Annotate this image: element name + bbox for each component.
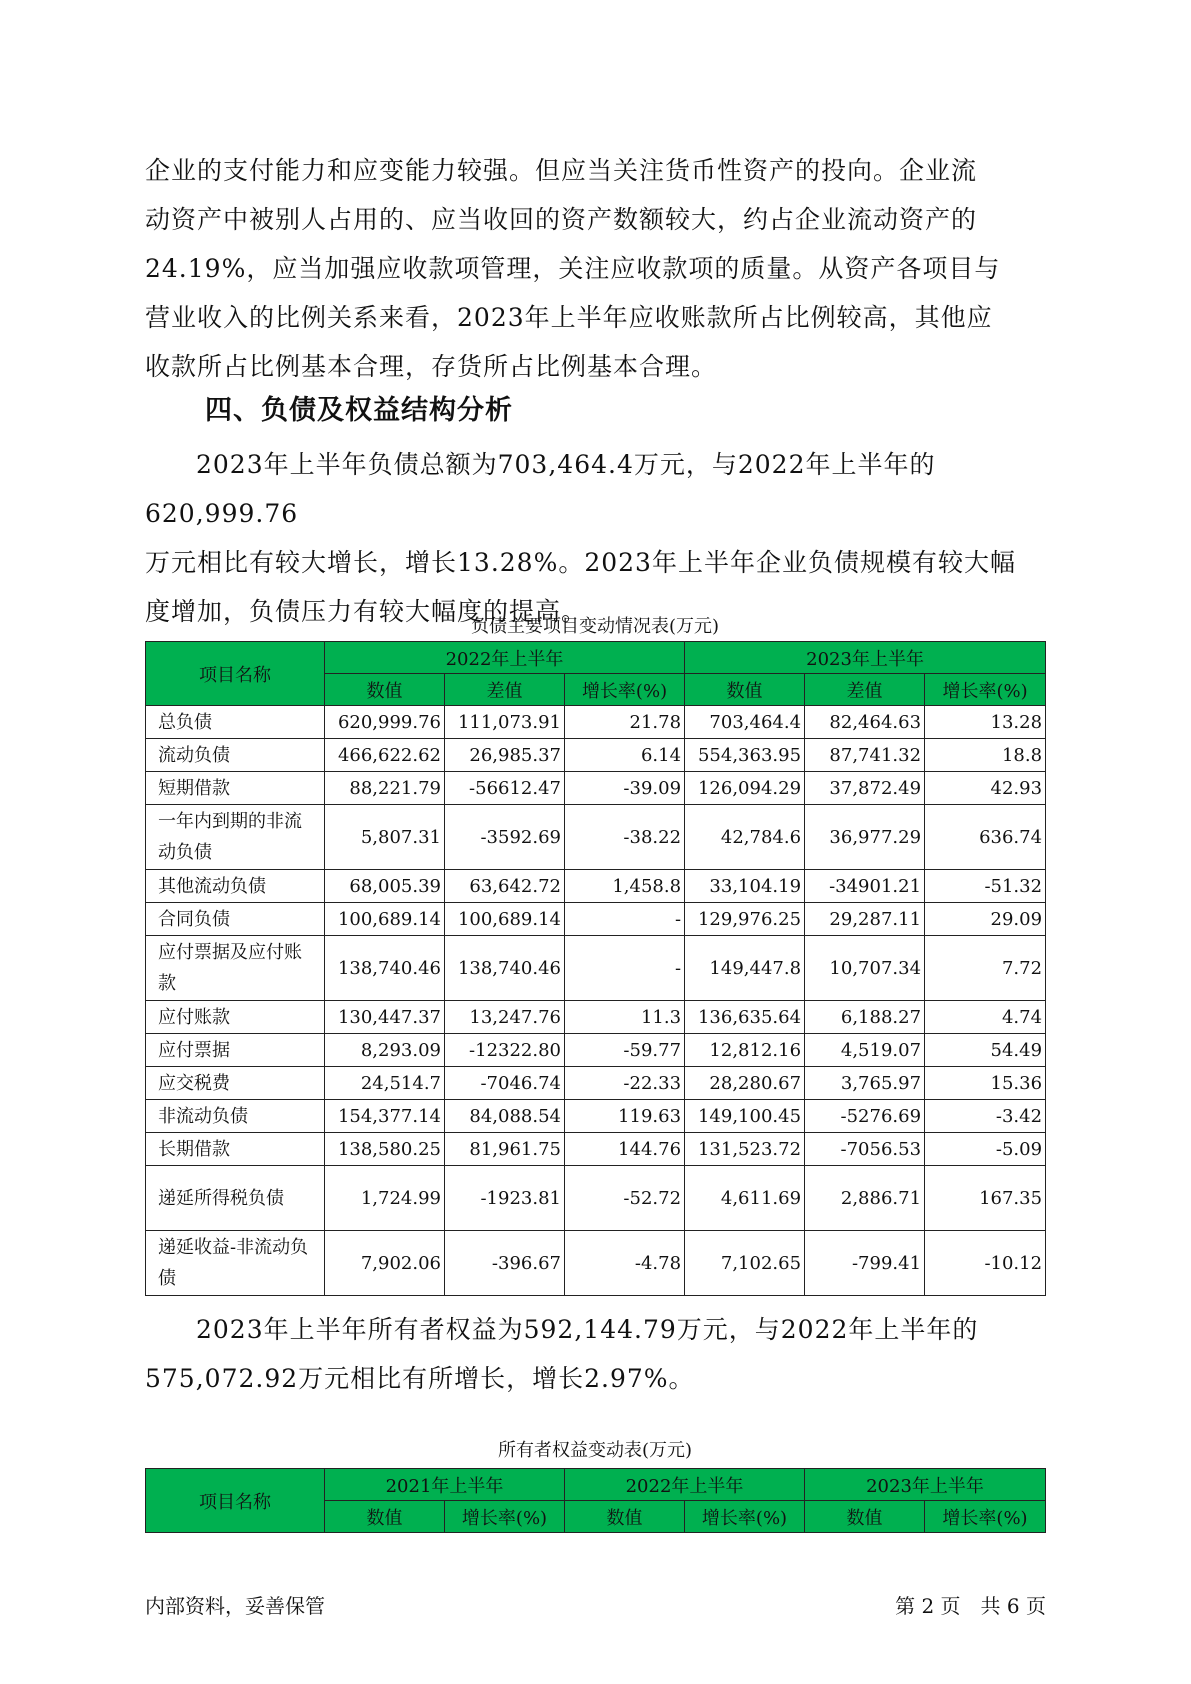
table-row: [146, 1231, 1046, 1296]
diff-header: 差值: [445, 674, 565, 706]
period-2023-header: 2023年上半年: [685, 642, 1046, 674]
value-2022-cell: 5,807.31: [325, 805, 445, 870]
diff-2023-cell: -799.41: [805, 1231, 925, 1296]
row-item-name: 合同负债: [146, 903, 325, 936]
value-header: 数值: [805, 1501, 925, 1533]
table-row: [146, 1067, 1046, 1100]
rate-2023-cell: 4.74: [925, 1001, 1046, 1034]
value-2023-cell: 149,447.8: [685, 936, 805, 1001]
value-2023-cell: 28,280.67: [685, 1067, 805, 1100]
rate-2023-cell: 13.28: [925, 706, 1046, 739]
row-item-name: 递延收益-非流动负债: [146, 1231, 325, 1296]
table-row: [146, 805, 1046, 870]
diff-2022-cell: 63,642.72: [445, 870, 565, 903]
table-row: [146, 739, 1046, 772]
diff-2023-cell: 29,287.11: [805, 903, 925, 936]
diff-2023-cell: 10,707.34: [805, 936, 925, 1001]
value-2022-cell: 68,005.39: [325, 870, 445, 903]
rate-header: 增长率(%): [565, 674, 685, 706]
diff-2022-cell: 26,985.37: [445, 739, 565, 772]
rate-2022-cell: 21.78: [565, 706, 685, 739]
rate-2023-cell: -3.42: [925, 1100, 1046, 1133]
debt-table-body: [146, 706, 1046, 1296]
diff-2023-cell: 87,741.32: [805, 739, 925, 772]
item-name-header: 项目名称: [146, 1469, 325, 1533]
table-row: [146, 1100, 1046, 1133]
value-2023-cell: 136,635.64: [685, 1001, 805, 1034]
rate-2022-cell: 11.3: [565, 1001, 685, 1034]
diff-2023-cell: -7056.53: [805, 1133, 925, 1166]
rate-2022-cell: -59.77: [565, 1034, 685, 1067]
rate-2022-cell: 119.63: [565, 1100, 685, 1133]
row-item-name: 应付账款: [146, 1001, 325, 1034]
rate-header: 增长率(%): [445, 1501, 565, 1533]
rate-2022-cell: 1,458.8: [565, 870, 685, 903]
diff-2023-cell: 4,519.07: [805, 1034, 925, 1067]
value-2022-cell: 620,999.76: [325, 706, 445, 739]
rate-header: 增长率(%): [685, 1501, 805, 1533]
value-2023-cell: 554,363.95: [685, 739, 805, 772]
table-row: [146, 1133, 1046, 1166]
footer-confidential-note: 内部资料，妥善保管: [145, 1594, 325, 1618]
rate-2023-cell: 18.8: [925, 739, 1046, 772]
section-heading: 四、负债及权益结构分析: [205, 395, 513, 426]
rate-2023-cell: -51.32: [925, 870, 1046, 903]
value-2022-cell: 7,902.06: [325, 1231, 445, 1296]
rate-2023-cell: 7.72: [925, 936, 1046, 1001]
row-item-name: 一年内到期的非流动负债: [146, 805, 325, 870]
diff-2023-cell: 82,464.63: [805, 706, 925, 739]
diff-2022-cell: 138,740.46: [445, 936, 565, 1001]
rate-2023-cell: 167.35: [925, 1166, 1046, 1231]
diff-2022-cell: 111,073.91: [445, 706, 565, 739]
rate-2023-cell: 29.09: [925, 903, 1046, 936]
table-row: [146, 936, 1046, 1001]
row-item-name: 应付票据: [146, 1034, 325, 1067]
diff-2022-cell: -3592.69: [445, 805, 565, 870]
row-item-name: 总负债: [146, 706, 325, 739]
value-2023-cell: 7,102.65: [685, 1231, 805, 1296]
item-name-header: 项目名称: [146, 642, 325, 706]
diff-2023-cell: -34901.21: [805, 870, 925, 903]
row-item-name: 短期借款: [146, 772, 325, 805]
value-header: 数值: [325, 674, 445, 706]
value-2023-cell: 42,784.6: [685, 805, 805, 870]
diff-2022-cell: -396.67: [445, 1231, 565, 1296]
value-2022-cell: 130,447.37: [325, 1001, 445, 1034]
row-item-name: 其他流动负债: [146, 870, 325, 903]
table-row: [146, 772, 1046, 805]
rate-2022-cell: -: [565, 903, 685, 936]
rate-2022-cell: -: [565, 936, 685, 1001]
diff-2023-cell: 6,188.27: [805, 1001, 925, 1034]
value-header: 数值: [685, 674, 805, 706]
footer-page-number: 第 2 页 共 6 页: [895, 1594, 1046, 1618]
diff-2022-cell: -1923.81: [445, 1166, 565, 1231]
table-row: [146, 903, 1046, 936]
value-header: 数值: [565, 1501, 685, 1533]
row-item-name: 流动负债: [146, 739, 325, 772]
diff-2022-cell: -12322.80: [445, 1034, 565, 1067]
rate-2022-cell: -4.78: [565, 1231, 685, 1296]
period-2022-header: 2022年上半年: [325, 642, 685, 674]
diff-2023-cell: -5276.69: [805, 1100, 925, 1133]
diff-2022-cell: 100,689.14: [445, 903, 565, 936]
diff-2022-cell: 13,247.76: [445, 1001, 565, 1034]
diff-2022-cell: 81,961.75: [445, 1133, 565, 1166]
value-2023-cell: 129,976.25: [685, 903, 805, 936]
table-row: [146, 1034, 1046, 1067]
value-header: 数值: [325, 1501, 445, 1533]
rate-2023-cell: 42.93: [925, 772, 1046, 805]
row-item-name: 递延所得税负债: [146, 1166, 325, 1231]
rate-2023-cell: 15.36: [925, 1067, 1046, 1100]
rate-2022-cell: -22.33: [565, 1067, 685, 1100]
value-2023-cell: 703,464.4: [685, 706, 805, 739]
equity-table-caption: 所有者权益变动表(万元): [497, 1440, 693, 1461]
rate-header: 增长率(%): [925, 1501, 1046, 1533]
diff-2022-cell: 84,088.54: [445, 1100, 565, 1133]
value-2022-cell: 138,740.46: [325, 936, 445, 1001]
diff-2023-cell: 37,872.49: [805, 772, 925, 805]
diff-2022-cell: -56612.47: [445, 772, 565, 805]
diff-2023-cell: 36,977.29: [805, 805, 925, 870]
row-item-name: 长期借款: [146, 1133, 325, 1166]
table-row: [146, 870, 1046, 903]
value-2022-cell: 466,622.62: [325, 739, 445, 772]
value-2023-cell: 126,094.29: [685, 772, 805, 805]
diff-2023-cell: 3,765.97: [805, 1067, 925, 1100]
value-2022-cell: 100,689.14: [325, 903, 445, 936]
diff-header: 差值: [805, 674, 925, 706]
value-2022-cell: 88,221.79: [325, 772, 445, 805]
value-2022-cell: 1,724.99: [325, 1166, 445, 1231]
row-item-name: 应交税费: [146, 1067, 325, 1100]
period-2021-header: 2021年上半年: [325, 1469, 565, 1501]
value-2023-cell: 149,100.45: [685, 1100, 805, 1133]
row-item-name: 应付票据及应付账款: [146, 936, 325, 1001]
rate-header: 增长率(%): [925, 674, 1046, 706]
value-2022-cell: 154,377.14: [325, 1100, 445, 1133]
debt-paragraph: 2023年上半年负债总额为703,464.4万元，与2022年上半年的620,999.76 万元相比有较大增长，增长13.28%。2023年上半年企业负债规模有较大幅 度增加，负债压力有较大幅度的提高。: [145, 450, 1016, 626]
debt-table: [145, 641, 1046, 1296]
rate-2023-cell: -10.12: [925, 1231, 1046, 1296]
table-row: [146, 1001, 1046, 1034]
equity-paragraph: 2023年上半年所有者权益为592,144.79万元，与2022年上半年的 575,072.92万元相比有所增长，增长2.97%。: [145, 1315, 979, 1393]
intro-paragraph: 企业的支付能力和应变能力较强。但应当关注货币性资产的投向。企业流 动资产中被别人占用的、应当收回的资产数额较大，约占企业流动资产的 24.19%，应当加强应收款项管理，关注应收款项的质量。从资产各项目与 营业收入的比例关系来看，2023年上半年应收账款所占比例较高，其他应 收款所占比例基本合理，存货所占比例基本合理。: [145, 156, 1001, 381]
diff-2022-cell: -7046.74: [445, 1067, 565, 1100]
row-item-name: 非流动负债: [146, 1100, 325, 1133]
value-2023-cell: 12,812.16: [685, 1034, 805, 1067]
rate-2022-cell: 6.14: [565, 739, 685, 772]
value-2023-cell: 4,611.69: [685, 1166, 805, 1231]
value-2022-cell: 24,514.7: [325, 1067, 445, 1100]
rate-2022-cell: -52.72: [565, 1166, 685, 1231]
value-2023-cell: 131,523.72: [685, 1133, 805, 1166]
debt-table-caption: 负债主要项目变动情况表(万元): [470, 616, 720, 637]
table-row: [146, 1166, 1046, 1231]
rate-2022-cell: -39.09: [565, 772, 685, 805]
rate-2023-cell: 636.74: [925, 805, 1046, 870]
period-2022-header: 2022年上半年: [565, 1469, 805, 1501]
rate-2023-cell: -5.09: [925, 1133, 1046, 1166]
rate-2022-cell: -38.22: [565, 805, 685, 870]
table-row: [146, 706, 1046, 739]
value-2023-cell: 33,104.19: [685, 870, 805, 903]
diff-2023-cell: 2,886.71: [805, 1166, 925, 1231]
value-2022-cell: 138,580.25: [325, 1133, 445, 1166]
value-2022-cell: 8,293.09: [325, 1034, 445, 1067]
rate-2023-cell: 54.49: [925, 1034, 1046, 1067]
equity-table: [145, 1468, 1046, 1533]
rate-2022-cell: 144.76: [565, 1133, 685, 1166]
period-2023-header: 2023年上半年: [805, 1469, 1046, 1501]
